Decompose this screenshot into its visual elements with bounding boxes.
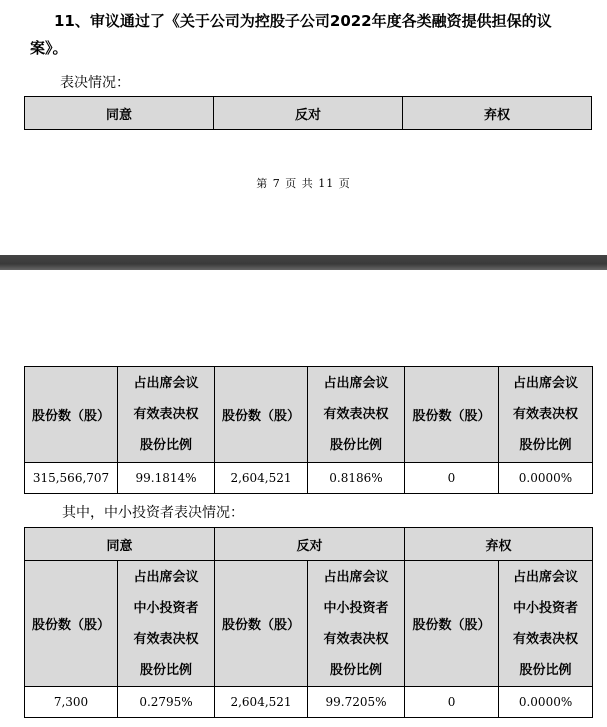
oppose-shares-value: 2,604,521 [215,687,308,718]
ratio-line-1: 占出席会议 [323,569,389,585]
agree-ratio-value: 99.1814% [118,463,215,494]
agree-shares-value: 315,566,707 [25,463,118,494]
ratio-line-1: 占出席会议 [512,376,578,391]
col-oppose-shares: 股份数（股） [215,367,308,463]
col-abstain-ratio [499,561,593,687]
group-abstain: 弃权 [405,528,593,561]
vote-detail-table [24,366,593,494]
minor-investor-label: 其中，中小投资者表决情况： [62,505,244,521]
page-footer: 第 7 页 共 11 页 [256,177,351,190]
oppose-ratio-value: 0.8186% [308,463,405,494]
agree-ratio-value: 0.2795% [118,687,215,718]
header-agree: 同意 [25,97,214,130]
ratio-line-1: 占出席会议 [323,376,389,391]
resolution-heading-line1: 11、审议通过了《关于公司为控股子公司2022年度各类融资提供担保的议 [54,12,552,30]
agree-shares-value: 7,300 [25,687,118,718]
ratio-line-2: 中小投资者 [133,600,199,616]
ratio-line-4: 股份比例 [519,662,572,678]
ratio-line-4: 股份比例 [140,662,193,678]
vote-summary-header-table [24,96,592,130]
oppose-ratio-value: 99.7205% [308,687,405,718]
page-separator [0,255,607,270]
col-abstain-shares: 股份数（股） [405,561,499,687]
header-abstain: 弃权 [403,97,592,130]
ratio-line-3: 股份比例 [519,438,572,453]
ratio-line-3: 有效表决权 [323,631,389,647]
group-oppose: 反对 [215,528,405,561]
col-abstain-ratio [499,367,593,463]
col-abstain-shares: 股份数（股） [405,367,499,463]
col-oppose-ratio [308,367,405,463]
ratio-line-2: 有效表决权 [323,407,389,422]
ratio-line-2: 中小投资者 [323,600,389,616]
oppose-shares-value: 2,604,521 [215,463,308,494]
resolution-heading [30,8,600,62]
col-agree-ratio [118,561,215,687]
minor-investor-vote-table [24,527,593,718]
ratio-line-1: 占出席会议 [133,569,199,585]
ratio-line-1: 占出席会议 [513,569,579,585]
abstain-shares-value: 0 [405,463,499,494]
group-agree: 同意 [25,528,215,561]
abstain-ratio-value: 0.0000% [499,463,593,494]
vote-label: 表决情况： [60,75,130,91]
ratio-line-2: 有效表决权 [512,407,578,422]
abstain-ratio-value: 0.0000% [499,687,593,718]
ratio-line-1: 占出席会议 [133,376,199,391]
ratio-line-3: 股份比例 [139,438,192,453]
ratio-line-3: 有效表决权 [513,631,579,647]
col-agree-shares: 股份数（股） [25,367,118,463]
ratio-line-3: 股份比例 [329,438,382,453]
header-oppose: 反对 [214,97,403,130]
col-oppose-ratio [308,561,405,687]
ratio-line-4: 股份比例 [330,662,383,678]
resolution-heading-line2: 案》。 [30,39,68,57]
table-row [25,463,593,494]
ratio-line-3: 有效表决权 [133,631,199,647]
col-oppose-shares: 股份数（股） [215,561,308,687]
ratio-line-2: 中小投资者 [513,600,579,616]
table-row [25,687,593,718]
col-agree-shares: 股份数（股） [25,561,118,687]
abstain-shares-value: 0 [405,687,499,718]
ratio-line-2: 有效表决权 [133,407,199,422]
col-agree-ratio [118,367,215,463]
